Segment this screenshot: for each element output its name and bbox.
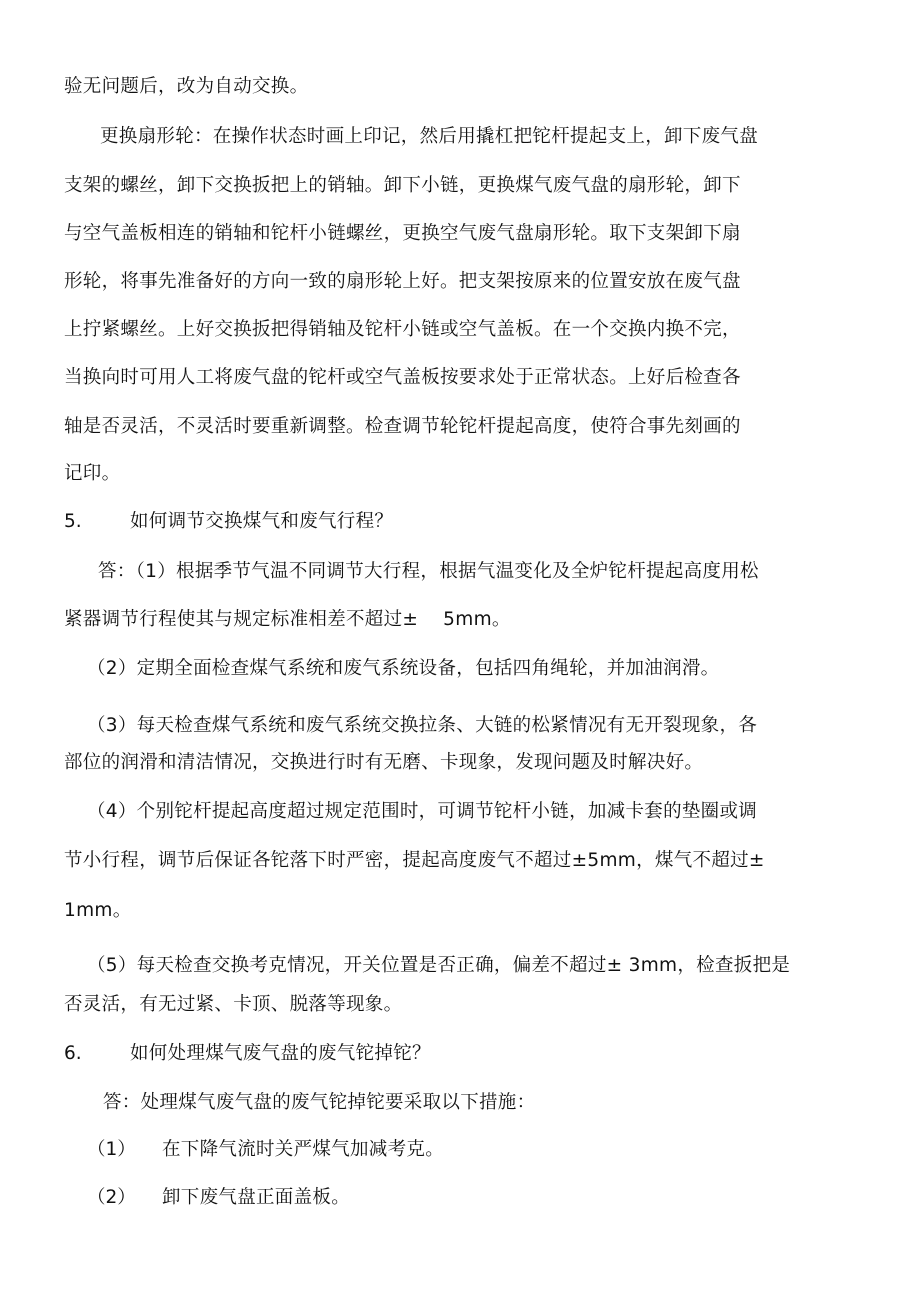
paragraph-line: 支架的螺丝，卸下交换扳把上的销轴。卸下小链，更换煤气废气盘的扇形轮，卸下 [64,175,741,196]
answer-line: （4）个别铊杆提起高度超过规定范围时，可调节铊杆小链，加减卡套的垫圈或调 [87,801,758,822]
paragraph-line: 轴是否灵活，不灵活时要重新调整。检查调节轮铊杆提起高度，使符合事先刻画的 [64,416,741,437]
paragraph-line: 记印。 [64,463,121,484]
paragraph-line: 与空气盖板相连的销轴和铊杆小链螺丝，更换空气废气盘扇形轮。取下支架卸下扇 [64,223,741,244]
answer-line: （3）每天检查煤气系统和废气系统交换拉条、大链的松紧情况有无开裂现象，各 [87,715,758,736]
question-title: 如何调节交换煤气和废气行程？ [130,511,394,532]
paragraph-line: 验无问题后，改为自动交换。 [64,76,309,97]
answer-line: 否灵活，有无过紧、卡顶、脱落等现象。 [64,994,403,1015]
paragraph-line: 上拧紧螺丝。上好交换扳把得销轴及铊杆小链或空气盖板。在一个交换内换不完， [64,319,741,340]
question-title: 如何处理煤气废气盘的废气铊掉铊？ [130,1043,431,1064]
answer-line: 部位的润滑和清洁情况，交换进行时有无磨、卡现象，发现问题及时解决好。 [64,752,704,773]
paragraph-line: 更换扇形轮：在操作状态时画上印记，然后用撬杠把铊杆提起支上，卸下废气盘 [100,126,759,147]
answer-line: （2）定期全面检查煤气系统和废气系统设备，包括四角绳轮，并加油润滑。 [87,658,720,679]
question-number: 6. [64,1043,82,1064]
step-number: （1） [87,1139,136,1160]
answer-line: （5）每天检查交换考克情况，开关位置是否正确，偏差不超过± 3mm，检查扳把是 [87,955,791,976]
step-number: （2） [87,1187,136,1208]
step-text: 卸下废气盘正面盖板。 [162,1187,351,1208]
answer-line: 紧器调节行程使其与规定标准相差不超过± 5mm。 [64,609,511,630]
answer-line: 答：处理煤气废气盘的废气铊掉铊要采取以下措施： [103,1092,536,1113]
answer-line: 答：（1）根据季节气温不同调节大行程，根据气温变化及全炉铊杆提起高度用松 [98,561,759,582]
question-number: 5. [64,511,82,532]
answer-line: 1mm。 [64,900,132,921]
step-text: 在下降气流时关严煤气加减考克。 [162,1139,445,1160]
paragraph-line: 当换向时可用人工将废气盘的铊杆或空气盖板按要求处于正常状态。上好后检查各 [64,367,741,388]
paragraph-line: 形轮，将事先准备好的方向一致的扇形轮上好。把支架按原来的位置安放在废气盘 [64,271,741,292]
answer-line: 节小行程，调节后保证各铊落下时严密，提起高度废气不超过±5mm，煤气不超过± [64,850,765,871]
